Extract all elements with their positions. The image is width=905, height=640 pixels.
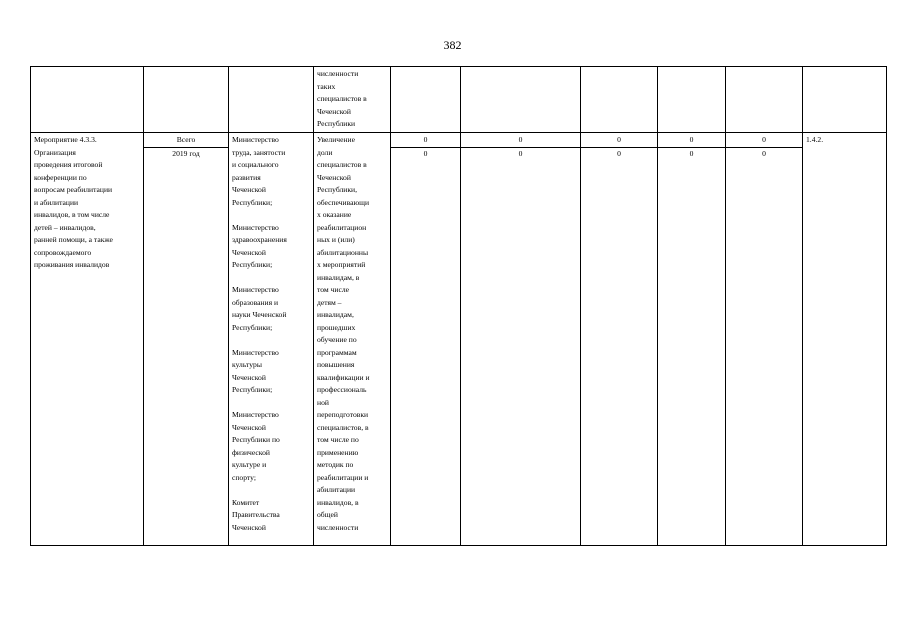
event-name: Мероприятие 4.3.3. Организация проведения итоговой конференции по вопросам реабилитации и абилитации инвалидов, в том числе детей – инвалидов, ранней помощи, а также сопровождаемого проживания инвалидов: [31, 133, 144, 546]
value-cell-2: [461, 133, 581, 546]
cell-executor-empty: [229, 67, 314, 133]
event-row: [31, 133, 887, 546]
cell-value-4: [658, 67, 726, 133]
cell-period-empty: [144, 67, 229, 133]
value-total-4: 0: [689, 135, 694, 144]
program-table: [30, 66, 887, 546]
value-2019-5: 0: [726, 147, 802, 161]
value-2019-3: 0: [581, 147, 657, 161]
cell-value-1: [391, 67, 461, 133]
value-cell-5: [726, 133, 803, 546]
executors-cell: Министерство труда, занятости и социального развития Чеченской Республики; Министерство здравоохранения Чеченской Республики; Министерство образования и науки Чеченской Республики; Министерство культуры Чеченской Республики; Министерство Чеченской Республики по физической культуре и спорту; Комитет Правительства Чеченской: [229, 133, 314, 546]
value-2019-4: 0: [658, 147, 725, 161]
continuation-row: [31, 67, 887, 133]
cell-indicator-continuation: численности таких специалистов в Чеченской Республики: [314, 67, 391, 133]
indicator-cell: Увеличение доли специалистов в Чеченской Республики, обеспечивающи х оказание реабилитацион ных и (или) абилитационны х мероприятий инвалидам, в том числе детям – инвалидам, прошедших обучение по программам повышения квалификации и профессиональ ной переподготовки специалистов, в том числе по применению методик по реабилитации и абилитации инвалидов, в общей численности: [314, 133, 391, 546]
page-number: 382: [443, 38, 462, 52]
period-total: Всего: [176, 135, 196, 144]
event-code: 1.4.2.: [806, 135, 824, 144]
value-total-2: 0: [518, 135, 523, 144]
value-total-1: 0: [423, 135, 428, 144]
cell-event-empty: [31, 67, 144, 133]
value-cell-4: [658, 133, 726, 546]
value-total-5: 0: [762, 135, 766, 144]
value-cell-3: [581, 133, 658, 546]
value-2019-1: 0: [391, 147, 460, 161]
value-total-3: 0: [617, 135, 621, 144]
cell-value-3: [581, 67, 658, 133]
cell-code-empty: [803, 67, 887, 133]
code-cell: [803, 133, 887, 546]
cell-value-2: [461, 67, 581, 133]
cell-value-5: [726, 67, 803, 133]
period-cell: [144, 133, 229, 546]
period-year: 2019 год: [144, 147, 228, 161]
value-cell-1: [391, 133, 461, 546]
value-2019-2: 0: [461, 147, 580, 161]
